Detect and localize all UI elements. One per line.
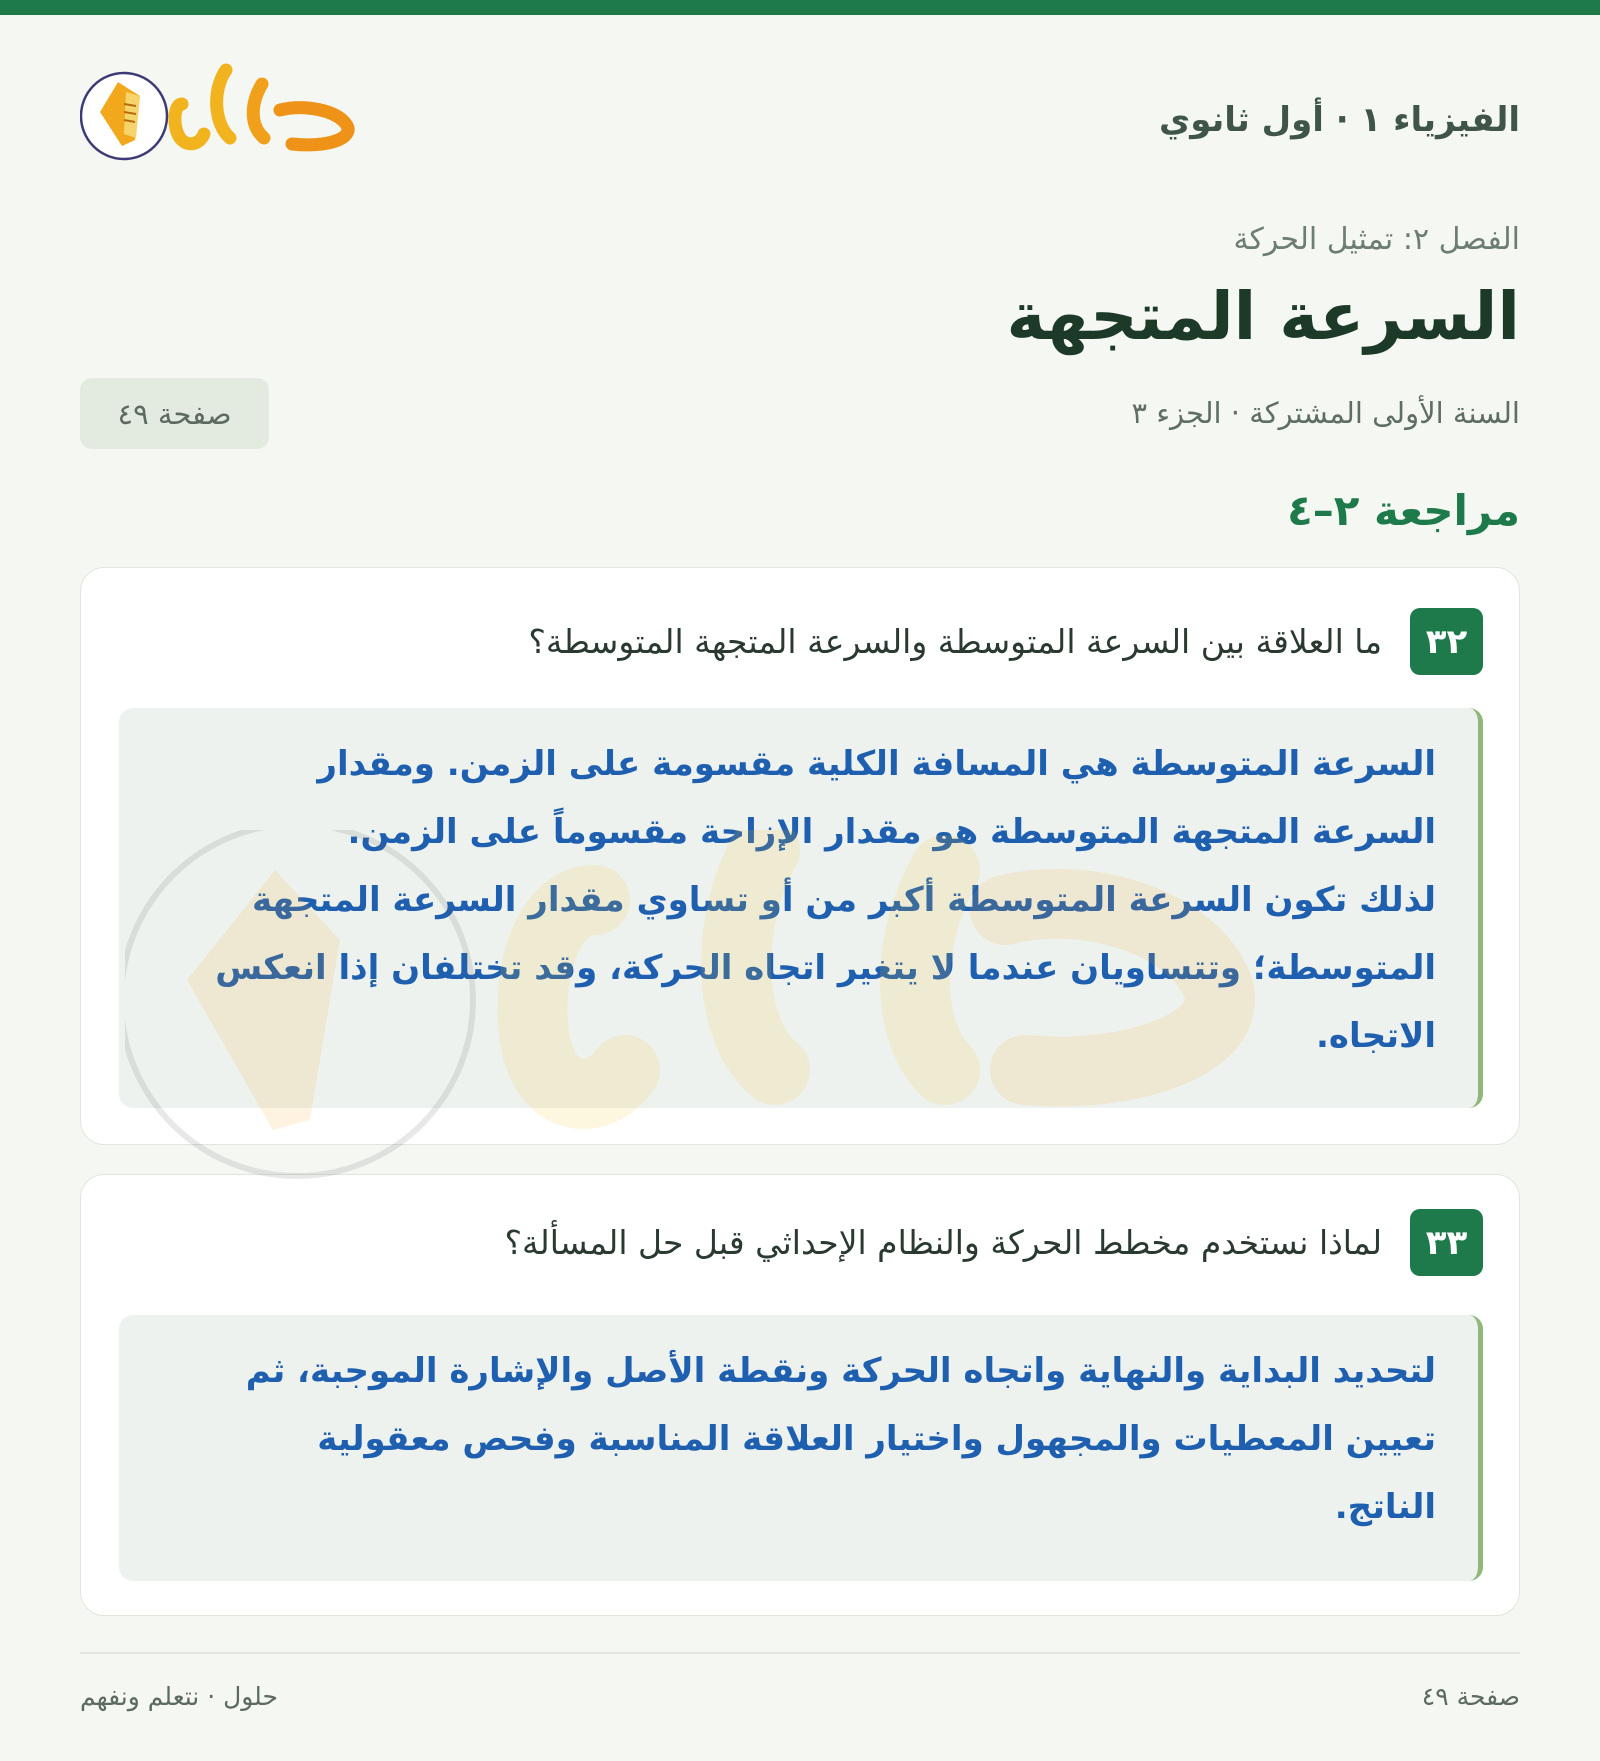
section-title: مراجعة ٢–٤ — [1287, 486, 1520, 535]
chapter-label: الفصل ٢: تمثيل الحركة — [1233, 222, 1520, 257]
question-card — [80, 1174, 1520, 1616]
question-header — [117, 1209, 1483, 1276]
question-header — [117, 608, 1483, 675]
page-header — [80, 60, 1520, 175]
answer-line: الناتج. — [1334, 1487, 1436, 1527]
answer-line: لذلك تكون السرعة المتوسطة أكبر من أو تساوي مقدار السرعة المتجهة — [251, 880, 1436, 920]
answer-line: تعيين المعطيات والمجهول واختيار العلاقة المناسبة وفحص معقولية — [317, 1419, 1436, 1459]
lesson-title: السرعة المتجهة — [1006, 278, 1520, 355]
footer-brand: حلول · نتعلم ونفهم — [80, 1682, 278, 1711]
answer-line: المتوسطة؛ وتتساويان عندما لا يتغير اتجاه الحركة، وقد تختلفان إذا انعكس — [215, 948, 1436, 988]
answer-line: لتحديد البداية والنهاية واتجاه الحركة ونقطة الأصل والإشارة الموجبة، ثم — [245, 1351, 1436, 1391]
answer-line: الاتجاه. — [1316, 1016, 1436, 1056]
answer-box — [119, 708, 1483, 1108]
answer-line: السرعة المتوسطة هي المسافة الكلية مقسومة على الزمن. ومقدار — [317, 744, 1436, 784]
course-title: الفيزياء ١ · أول ثانوي — [1159, 100, 1520, 140]
footer-divider — [80, 1652, 1520, 1654]
answer-box — [119, 1315, 1483, 1581]
question-text: ما العلاقة بين السرعة المتوسطة والسرعة المتجهة المتوسطة؟ — [528, 622, 1382, 661]
question-card — [80, 567, 1520, 1145]
footer-page-number: صفحة ٤٩ — [1421, 1682, 1520, 1711]
page-badge: صفحة ٤٩ — [80, 378, 269, 449]
answer-line: السرعة المتجهة المتوسطة هو مقدار الإزاحة مقسوماً على الزمن. — [347, 812, 1436, 852]
question-number-badge: ٣٣ — [1410, 1209, 1483, 1276]
hulul-logo[interactable] — [80, 60, 370, 175]
question-number-badge: ٣٢ — [1410, 608, 1483, 675]
top-accent-bar — [0, 0, 1600, 15]
lesson-meta: السنة الأولى المشتركة · الجزء ٣ — [1131, 396, 1520, 430]
question-text: لماذا نستخدم مخطط الحركة والنظام الإحداثي قبل حل المسألة؟ — [504, 1223, 1382, 1262]
